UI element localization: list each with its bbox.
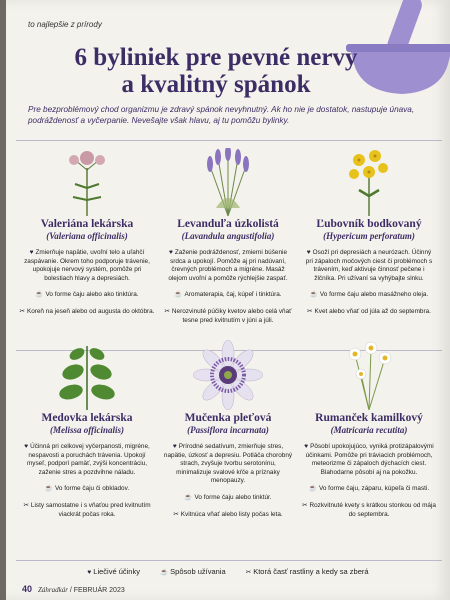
legend-usage: ☕ Spôsob užívania	[160, 567, 226, 576]
plant-harvest: ✂ Koreň na jeseň alebo od augusta do októbra.	[19, 307, 155, 315]
plant-description: ♥ Zmierňuje napätie, uvoľní telo a uľahčí zaspávanie. Okrem toho podporuje trávenie, upokojuje nervový systém, pomôže pri bolestiach hlavy a depresiách.	[24, 249, 150, 282]
page-title	[36, 44, 396, 98]
plant-name: Medovka lekárska	[41, 412, 133, 424]
plant-card-passionflower	[159, 340, 297, 519]
section-kicker: to najlepšie z prírody	[28, 20, 102, 29]
plant-usage: ☕ Vo forme čaju či obkladov.	[44, 485, 130, 493]
heart-icon: ♥	[306, 249, 311, 256]
heart-icon: ♥	[304, 443, 309, 450]
scissors-icon: ✂	[164, 307, 170, 315]
heart-icon: ♥	[168, 249, 173, 256]
teacup-icon: ☕	[174, 291, 183, 299]
legend-harvest: ✂ Ktorá časť rastliny a kedy sa zberá	[245, 567, 369, 576]
plant-description: ♥ Zaženie podráždenosť, zmierni búšenie srdca a upokojí. Pomôže aj pri nadúvaní, črevných problémoch a migréne. Masáž olejom uvoľní a pomôže rýchlejšie zaspať.	[168, 249, 288, 282]
footer-separator: /	[69, 587, 74, 594]
plant-name: Rumanček kamilkový	[315, 412, 423, 424]
lemon-balm-illustration	[55, 340, 119, 410]
teacup-icon: ☕	[35, 291, 44, 299]
heart-icon: ♥	[172, 443, 177, 450]
plant-description: ♥ Osoží pri depresiách a neurózach. Účinný pri zápaloch močových ciest či problémoch s trávením, keď aktivuje činnosť pečene i žlčníka. Pri užívaní sa vyhýbajte slnku.	[305, 249, 433, 282]
valerian-illustration	[57, 148, 117, 216]
heart-icon: ♥	[29, 249, 34, 256]
plant-card-lemon-balm	[18, 340, 156, 519]
plant-name: Levanduľa úzkolistá	[177, 218, 279, 230]
plant-description: ♥ Prírodné sedatívum, zmierňuje stres, napätie, úzkosť a depresiu. Potláča chorobný strach, zvyšuje tvorbu serotonínu, minimalizuje svalové kŕče a príznaky menopauzy.	[163, 443, 293, 485]
plant-card-valerian	[18, 148, 156, 317]
scissors-icon: ✂	[307, 307, 313, 315]
scissors-icon: ✂	[173, 510, 179, 518]
issue-date: FEBRUÁR 2023	[73, 587, 125, 594]
plant-harvest: ✂ Nerozvinuté púčiky kvetov alebo celá vňať tesne pred kvitnutím v júni a júli.	[164, 307, 292, 324]
plant-description: ♥ Pôsobí upokojujúco, vyniká protizápalovými účinkami. Pomôže pri tráviacich problémoch, meteorizme či zápaloch dýchacích ciest. Blahodarne pôsobí aj na pokožku.	[304, 443, 434, 476]
scissors-icon: ✂	[23, 501, 29, 509]
plant-usage: ☕ Vo forme čaju alebo ako tinktúra.	[35, 291, 139, 299]
plant-usage: ☕ Vo forme čaju, záparu, kúpeľa či masti.	[308, 485, 430, 493]
divider-bottom	[16, 560, 442, 561]
passionflower-illustration	[193, 340, 263, 410]
heart-icon: ♥	[87, 569, 92, 576]
heart-icon: ♥	[24, 443, 29, 450]
title-line-1: 6 byliniek pre pevné nervy	[74, 44, 358, 71]
plant-name: Valeriána lekárska	[40, 218, 134, 230]
plant-usage: ☕ Vo forme čaju alebo masážneho oleja.	[309, 291, 429, 299]
plant-usage: ☕ Aromaterapia, čaj, kúpeľ i tinktúra.	[174, 291, 282, 299]
scissors-icon: ✂	[19, 307, 25, 315]
legend	[6, 567, 450, 576]
plant-description: ♥ Účinná pri celkovej vyčerpanosti, migréne, nespavosti a poruchách trávenia. Upokojí myseľ, podporí pamäť, zvýši koncentráciu, zaženie stres a pozdvihne náladu.	[24, 443, 150, 476]
plant-latin-name: (Passiflora incarnata)	[187, 425, 269, 435]
chamomile-illustration	[337, 340, 401, 410]
magazine-page	[6, 0, 450, 600]
plant-usage: ☕ Vo forme čaju alebo tinktúr.	[184, 493, 272, 501]
plant-harvest: ✂ Kvet alebo vňať od júla až do septembra.	[307, 307, 431, 315]
page-footer	[22, 584, 125, 594]
plant-card-chamomile	[300, 340, 438, 519]
plant-latin-name: (Matricaria recutita)	[330, 425, 408, 435]
teacup-icon: ☕	[184, 493, 193, 501]
scissors-icon: ✂	[245, 569, 252, 576]
title-line-2: a kvalitný spánok	[121, 71, 311, 98]
plant-latin-name: (Valeriana officinalis)	[46, 231, 128, 241]
scissors-icon: ✂	[302, 501, 308, 509]
legend-effects: ♥ Liečivé účinky	[87, 567, 140, 576]
intro-text: Pre bezproblémový chod organizmu je zdravý spánok nevyhnutný. Ak ho nie je dostatok, nastupuje únava, podráždenosť a vyčerpanie. Nevešajte však hlavu, aj tu pomôžu bylinky.	[28, 105, 415, 125]
plant-harvest: ✂ Rozkvitnuté kvety s krátkou stonkou od mája do septembra.	[302, 501, 436, 518]
lavender-illustration	[198, 148, 258, 216]
plant-latin-name: (Hypericum perforatum)	[323, 231, 415, 241]
plant-name: Mučenka pleťová	[184, 412, 272, 424]
teacup-icon: ☕	[309, 291, 318, 299]
plant-name: Ľubovník bodkovaný	[316, 218, 422, 230]
plant-harvest: ✂ Listy samostatne i s vňaťou pred kvitnutím viackrát počas roka.	[23, 501, 151, 518]
plant-latin-name: (Melissa officinalis)	[49, 425, 125, 435]
divider-top	[16, 140, 442, 141]
magazine-name: Záhradkár	[37, 586, 68, 594]
plant-harvest: ✂ Kvitnúca vňať alebo listy počas leta.	[173, 510, 283, 518]
teacup-icon: ☕	[44, 485, 53, 493]
plant-card-lavender	[159, 148, 297, 325]
plant-card-st-johns-wort	[300, 148, 438, 317]
teacup-icon: ☕	[160, 569, 169, 576]
teacup-icon: ☕	[308, 485, 317, 493]
plant-latin-name: (Lavandula angustifolia)	[181, 231, 275, 241]
st-johns-wort-illustration	[339, 148, 399, 216]
page-number: 40	[22, 584, 33, 594]
